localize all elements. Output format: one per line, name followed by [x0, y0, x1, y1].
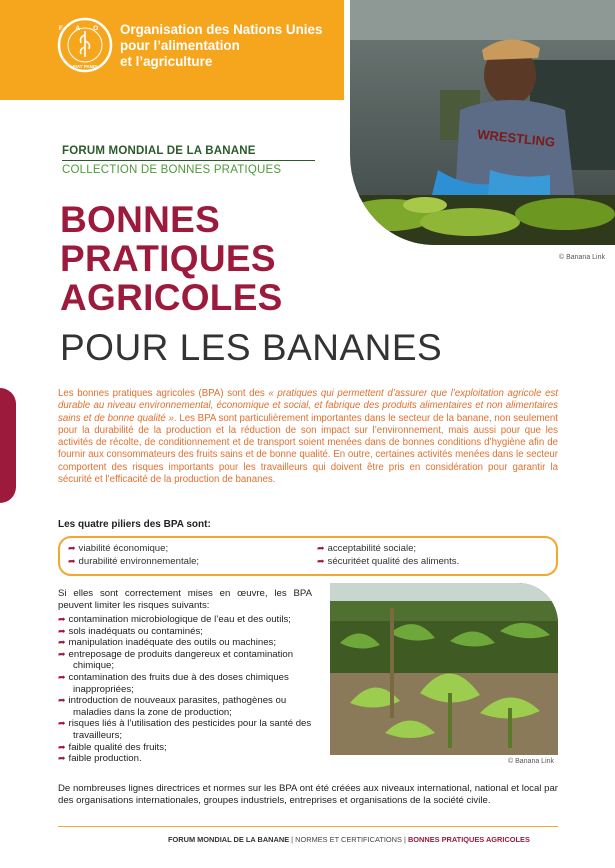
- pillar-item: [317, 556, 459, 567]
- intro-rest: . Les BPA sont particulièrement importantes dans le secteur de la banane, non seulement pour la durabilité de la production et la réduction de son impact sur l’environnement, mais aussi pour que les activités de récolte, de conditionnement et de transport soient menées dans de bonnes conditions d’hygiène afin de fournir aux consommateurs des fruits sains et de bonne qualité. En outre, certaines activités menées dans le secteur comportent des risques importants pour les travailleurs qui doivent être pris en considération pour garantir la sécurité et l’efficacité de la production de bananes.: [58, 412, 558, 486]
- footer-divider: [58, 826, 558, 827]
- side-accent-tab: [0, 388, 16, 503]
- intro-quote: « pratiques qui permettent d’assurer que l’exploitation agricole est durable au niveau environnemental, économique et social, et fabrique des produits alimentaires et non alimentaires sains et de bonne qualité »: [58, 388, 558, 424]
- risks-list: [58, 614, 314, 765]
- pillar-item: [317, 543, 416, 554]
- list-item: ➦ introduction de nouveaux parasites, pathogènes ou maladies dans la zone de production;: [58, 695, 287, 718]
- chevron-bullet-icon: ➦: [58, 625, 66, 636]
- list-item: ➦ faible qualité des fruits;: [58, 741, 167, 753]
- collection-label: COLLECTION DE BONNES PRATIQUES: [62, 164, 282, 176]
- list-item: ➦ contamination des fruits due à des doses chimiques inappropriées;: [58, 671, 289, 695]
- forum-divider: [62, 160, 315, 161]
- chevron-bullet-icon: ➦: [58, 753, 66, 764]
- org-line-3: et l’agriculture: [120, 54, 213, 69]
- list-item: ➦ sols inadéquats ou contaminés;: [58, 625, 203, 637]
- organisation-name: [120, 22, 322, 70]
- chevron-bullet-icon: ➦: [58, 671, 66, 682]
- chevron-bullet-icon: ➦: [58, 637, 66, 648]
- pillar-label: sécuritéet qualité des aliments.: [327, 556, 460, 567]
- chevron-bullet-icon: ➦: [317, 543, 325, 553]
- photo-credit-1: © Banana Link: [558, 254, 605, 261]
- risks-intro: Si elles sont correctement mises en œuvre, les BPA peuvent limiter les risques suivants:: [58, 588, 312, 611]
- pillar-item: [68, 556, 199, 567]
- list-item: ➦ risques liés à l’utilisation des pesticides pour la santé des travailleurs;: [58, 718, 312, 741]
- pillar-label: acceptabilité sociale;: [327, 543, 417, 554]
- intro-paragraph: [58, 388, 558, 486]
- page-title: [60, 200, 283, 317]
- list-item: ➦ contamination microbiologique de l’eau et des outils;: [58, 614, 291, 625]
- intro-lead: Les bonnes pratiques agricoles (BPA) sont des: [58, 388, 269, 399]
- logo-motto: FIAT PANIS: [72, 64, 98, 69]
- pillars-heading: Les quatre piliers des BPA sont:: [58, 519, 211, 530]
- chevron-bullet-icon: ➦: [317, 556, 325, 566]
- banana-field-photo: [330, 583, 558, 755]
- chevron-bullet-icon: ➦: [58, 648, 66, 659]
- worker-photo: [344, 0, 615, 245]
- chevron-bullet-icon: ➦: [58, 741, 66, 752]
- chevron-bullet-icon: ➦: [68, 543, 76, 553]
- page-subtitle: POUR LES BANANES: [60, 327, 443, 368]
- list-item: ➦ entreposage de produits dangereux et contamination chimique;: [58, 648, 294, 672]
- list-item: ➦ faible production.: [58, 753, 142, 765]
- pillar-label: durabilité environnementale;: [78, 556, 200, 567]
- logo-letter-f: FAO: [58, 25, 112, 32]
- closing-paragraph: De nombreuses lignes directrices et normes sur les BPA ont été créées aux niveaux international, national et local par des organisations internationales, groupes industriels, entreprises et organisations de la société civile.: [58, 783, 558, 806]
- title-line-1: BONNES: [60, 199, 221, 240]
- footer-section: | NORMES ET CERTIFICATIONS |: [289, 835, 408, 844]
- chevron-bullet-icon: ➦: [58, 718, 66, 729]
- chevron-bullet-icon: ➦: [68, 556, 76, 566]
- forum-label: FORUM MONDIAL DE LA BANANE: [62, 145, 256, 157]
- shirt-text: WRESTLING: [476, 126, 556, 150]
- title-line-3: AGRICOLES: [60, 277, 283, 318]
- title-line-2: PRATIQUES: [60, 238, 276, 279]
- pillar-label: viabilité économique;: [78, 543, 169, 554]
- footer: [168, 835, 530, 844]
- org-line-2: pour l’alimentation: [120, 38, 240, 53]
- list-item: ➦ manipulation inadéquate des outils ou machines;: [58, 637, 277, 649]
- org-line-1: Organisation des Nations Unies: [120, 22, 323, 37]
- footer-topic: BONNES PRATIQUES AGRICOLES: [407, 835, 530, 844]
- chevron-bullet-icon: ➦: [58, 695, 66, 706]
- photo-credit-2: © Banana Link: [508, 758, 555, 765]
- footer-forum: FORUM MONDIAL DE LA BANANE: [168, 835, 290, 844]
- pillar-item: [68, 543, 168, 554]
- chevron-bullet-icon: ➦: [58, 614, 66, 624]
- fao-logo-icon: [57, 17, 113, 73]
